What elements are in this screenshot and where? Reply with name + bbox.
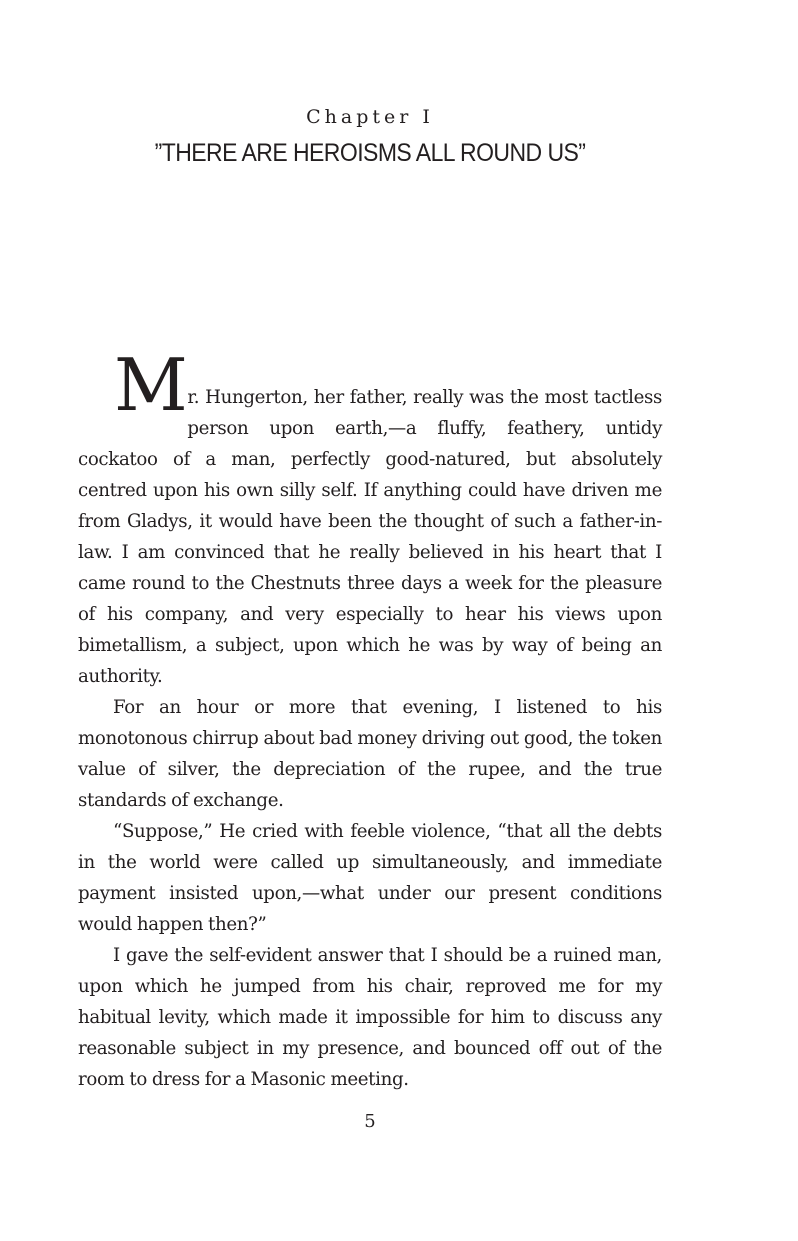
paragraph-1 — [78, 343, 662, 692]
chapter-label: Chapter I — [306, 106, 434, 128]
drop-cap: M — [114, 343, 188, 427]
paragraph-1-text: r. Hungerton, her father, really was the most tactless person upon earth,—a fluffy, feathery, untidy cockatoo of a man, perfectly good-natured, but absolutely centred upon his own silly self. If anything could have driven me from Gladys, it would have been the thought of such a father-in-law. I am convinced that he really believed in his heart that I came round to the Chestnuts three days a week for the pleasure of his company, and very especially to hear his views upon bimetallism, a subject, upon which he was by way of being an authority. — [78, 387, 662, 687]
page-number: 5 — [364, 1111, 376, 1132]
chapter-title: ”THERE ARE HEROISMS ALL ROUND US” — [154, 139, 586, 167]
chapter-body — [78, 343, 662, 1095]
paragraph-4: I gave the self-evident answer that I should be a ruined man, upon which he jumped from his chair, reproved me for my habitual levity, which made it impossible for him to discuss any reasonable subject in my presence, and bounced off out of the room to dress for a Masonic meeting. — [78, 945, 662, 1090]
paragraph-2: For an hour or more that evening, I listened to his monotonous chirrup about bad money driving out good, the token value of silver, the depreciation of the rupee, and the true standards of exchange. — [78, 697, 662, 811]
paragraph-3: “Suppose,” He cried with feeble violence, “that all the debts in the world were called up simultaneously, and immediate payment insisted upon,—what under our present conditions would happen then?” — [78, 821, 662, 935]
